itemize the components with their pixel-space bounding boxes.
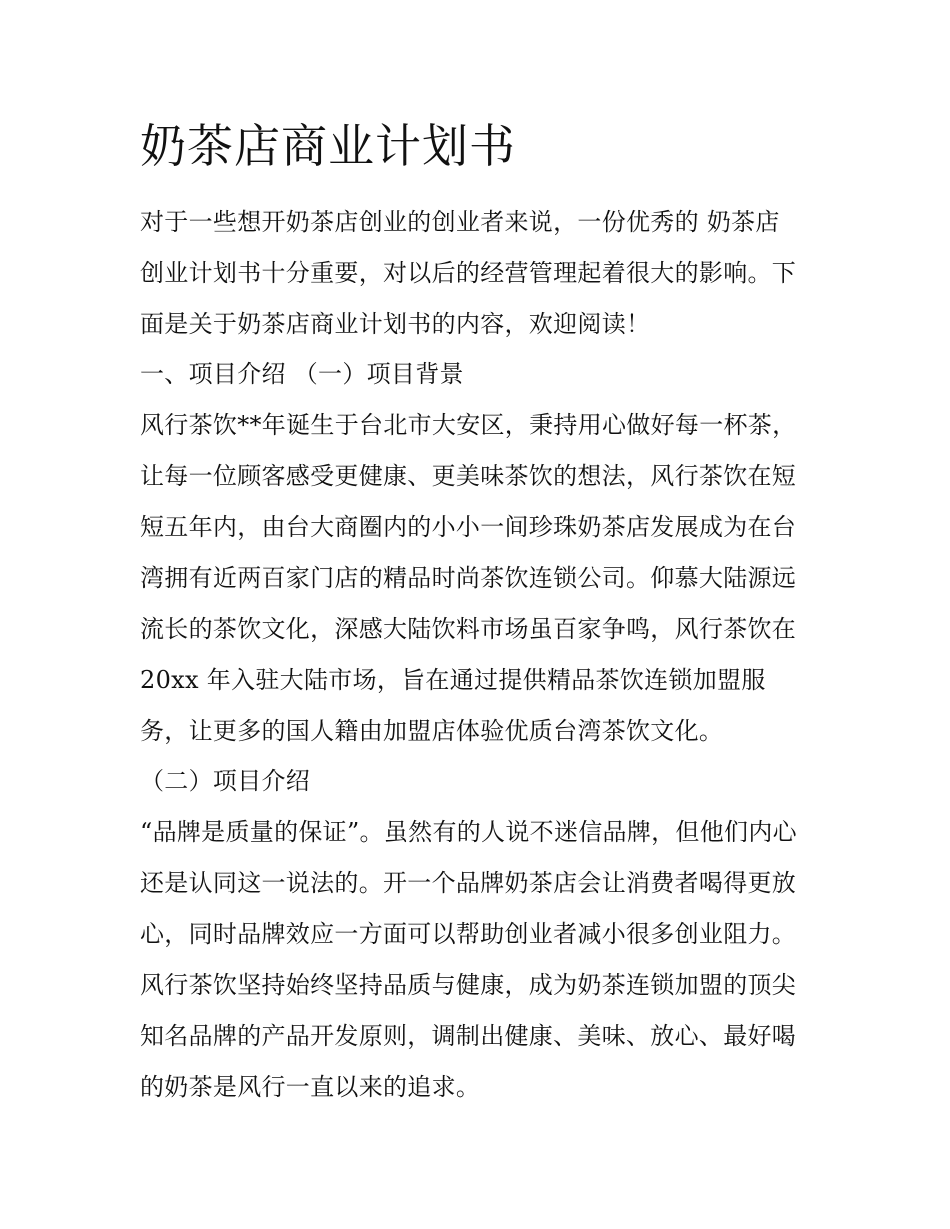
paragraph-line: 务，让更多的国人籍由加盟店体验优质台湾茶饮文化。 <box>140 717 724 745</box>
paragraph-line: 风行茶饮**年诞生于台北市大安区，秉持用心做好每一杯茶， <box>140 411 797 439</box>
paragraph-line: “品牌是质量的保证”。虽然有的人说不迷信品牌，但他们内心 <box>140 818 797 846</box>
paragraph-line: 让每一位顾客感受更健康、更美味茶饮的想法，风行茶饮在短 <box>140 462 797 490</box>
paragraph-line: 20xx 年入驻大陆市场，旨在通过提供精品茶饮连锁加盟服 <box>140 666 766 694</box>
paragraph-line: 流长的茶饮文化，深感大陆饮料市场虽百家争鸣，风行茶饮在 <box>140 615 797 643</box>
paragraph-line: 知名品牌的产品开发原则，调制出健康、美味、放心、最好喝 <box>140 1022 797 1050</box>
paragraph-line: 湾拥有近两百家门店的精品时尚茶饮连锁公司。仰慕大陆源远 <box>140 564 797 592</box>
paragraph-line: 短五年内，由台大商圈内的小小一间珍珠奶茶店发展成为在台 <box>140 513 797 541</box>
section-heading-project-intro: （二）项目介绍 <box>140 767 311 795</box>
paragraph-line: 还是认同这一说法的。开一个品牌奶茶店会让消费者喝得更放 <box>140 869 797 897</box>
page-title: 奶茶店商业计划书 <box>140 119 516 173</box>
paragraph-line: 的奶茶是风行一直以来的追求。 <box>140 1073 481 1101</box>
paragraph-line: 心，同时品牌效应一方面可以帮助创业者减小很多创业阻力。 <box>140 920 797 948</box>
intro-line-2: 创业计划书十分重要，对以后的经营管理起着很大的影响。下 <box>140 259 797 287</box>
intro-line-1: 对于一些想开奶茶店创业的创业者来说，一份优秀的 奶茶店 <box>140 208 780 236</box>
section-heading-project-background: 一、项目介绍 （一）项目背景 <box>140 360 464 388</box>
paragraph-line: 风行茶饮坚持始终坚持品质与健康，成为奶茶连锁加盟的顶尖 <box>140 971 797 999</box>
intro-line-3: 面是关于奶茶店商业计划书的内容，欢迎阅读！ <box>140 310 651 338</box>
